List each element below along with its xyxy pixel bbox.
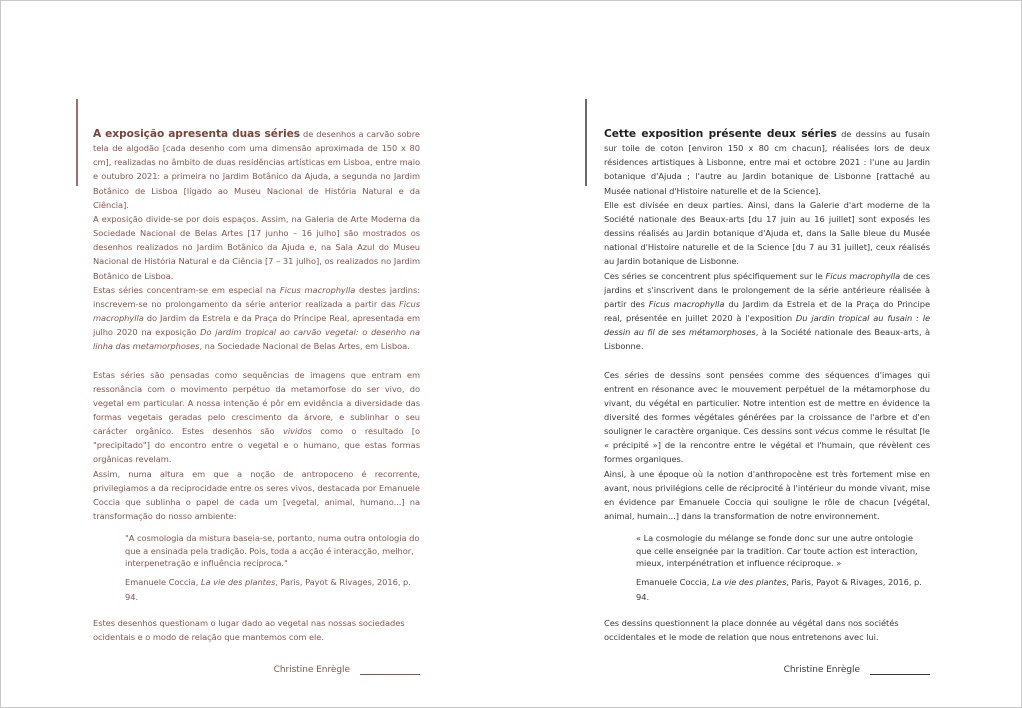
paragraph-sequences: [93, 368, 420, 467]
paragraph-intro: [93, 127, 420, 212]
text-column: [604, 127, 930, 677]
text: do Jardim da Estrela e da Praça do Príncipe Real, apresentada em julho 2020 na exposição: [93, 313, 420, 338]
text: de ces jardins et s'inscrivent dans le prolongement de la série antérieure réalisée à partir des: [604, 270, 930, 309]
paragraph-anthropocene: Ainsi, à une époque où la notion d'anthropocène est très fortement mise en avant, nous privilégions celle de réciprocité à l'intérieur du monde vivant, mise en évidence par Emanuele Coccia qui souligne le rôle de chacun [végétal, animal, humain...] dans la transformation de notre environnement.: [604, 468, 930, 522]
text: Ces séries de dessins sont pensées comme des séquences d'images qui entrent en résonance avec le mouvement perpétuel de la métamorphose du vivant, du végétal en particulier. Notre intention est de mettre en évidence la diversité des formes végétales générées par la croissance de l'arbre et d'en souligner le caractère organique. Ces dessins sont: [604, 369, 930, 437]
text: , na Sociedade Nacional de Belas Artes, em Lisboa.: [199, 341, 410, 352]
lead-heading: A exposição apresenta duas séries: [93, 128, 301, 140]
blockquote: « La cosmologie du mélange se fonde donc sur une autre ontologie que celle enseignée par la tradition. Car toute action est interaction, mieux, interpénétration et influence réciproque. »: [636, 533, 918, 569]
paragraph-ficus: [604, 269, 930, 354]
book-title: La vie des plantes: [200, 577, 276, 588]
paragraph-sequences: [604, 368, 930, 467]
paragraph-spaces: Elle est divisée en deux parties. Ainsi, dans la Galerie d'art moderne de la Société nationale des Beaux-arts [du 17 juin au 16 juillet] sont exposés les dessins réalisés au Jardin botanique d'Ajuda et, dans la Salle bleue du Musée national d'Histoire naturelle et de la Science [du 7 au 31 juillet], ceux réalisés au Jardin botanique de Lisbonne.: [604, 199, 930, 267]
signature: Christine Enrègle: [783, 665, 860, 676]
intro-text: de dessins au fusain sur toile de coton [environ 150 x 80 cm chacun], réalisées lors de deux résidences artistiques à Lisbonne, entre mai et octobre 2021 : l'une au Jardin botanique d'Ajuda ; l'autre au Jardin botanique de Lisbonne [rattaché au Musée national d'Histoire naturelle et de la Science].: [604, 129, 930, 196]
publication-info: , Paris, Payot & Rivages, 2016, p. 94.: [636, 577, 922, 602]
page-french: [511, 0, 1022, 708]
text: , à la Société nationale des Beaux-arts, à Lisbonne.: [604, 327, 931, 352]
text: Estas séries são pensadas como sequências de imagens que entram em ressonância com o movimento perpétuo da metamorfose do ser vivo, do vegetal em particular. A nossa intenção é pôr em evidência a diversidade das formas vegetais geradas pelo crescimento da árvore, e sublinhar o seu carácter orgânico. Estes desenhos são: [93, 369, 420, 437]
publication-info: , Paris, Payot & Rivages, 2016, p. 94.: [125, 577, 411, 602]
citation: [125, 575, 420, 603]
accent-bar: [76, 99, 78, 186]
exhibition-title: Do jardim tropical ao carvão vegetal: o desenho na linha das metamorphoses: [93, 327, 420, 352]
citation: [636, 575, 930, 603]
paragraph-closing: Estes desenhos questionam o lugar dado ao vegetal nas nossas sociedades ocidentais e o modo de relação que mantemos com ele.: [93, 617, 405, 642]
intro-text: de desenhos a carvão sobre tela de algodão [cada desenho com uma dimensão aproximada de 150 x 80 cm], realizadas no âmbito de duas residências artísticas em Lisboa, entre maio e outubro 2021: a primeira no Jardim Botânico da Ajuda, a segunda no Jardim Botânico de Lisboa [ligado ao Museu Nacional de História Natural e da Ciência].: [93, 129, 420, 210]
signature-line: [870, 674, 930, 675]
text: Ces séries se concentrent plus spécifiquement sur le: [604, 270, 826, 281]
signature: Christine Enrègle: [273, 665, 350, 676]
paragraph-anthropocene: Assim, numa altura em que a noção de antropoceno é recorrente, privilegiamos a da reciprocidade entre os seres vivos, destacada por Emanuele Coccia que sublinha o papel de cada um [vegetal, animal, humano...] na transformação do nosso ambiente:: [93, 468, 420, 522]
book-title: La vie des plantes: [711, 577, 787, 588]
emphasis: vividos: [283, 426, 312, 437]
species-name: Ficus macrophylla: [825, 270, 901, 281]
signature-block: [604, 663, 930, 677]
author: Emanuele Coccia,: [125, 577, 201, 588]
blockquote: "A cosmologia da mistura baseia-se, portanto, numa outra ontologia do que a ensinada pela tradição. Pois, toda a acção é interacção, melhor, interpenetração e influência recíproca.": [125, 533, 420, 569]
text: Estas séries concentram-se em especial na: [93, 284, 280, 295]
paragraph-ficus: [93, 283, 420, 354]
text: como o resultado [o "precipitado"] do encontro entre o vegetal e o humano, que estas formas orgânicas revelam.: [93, 426, 420, 465]
accent-bar: [585, 99, 587, 186]
lead-heading: Cette exposition présente deux séries: [604, 128, 837, 140]
text: du Jardim da Estrela et de la Praça do Principe real, présentée en juillet 2020 à l'exposition: [604, 298, 931, 324]
paragraph-intro: [604, 127, 930, 198]
emphasis: vécus: [815, 426, 839, 437]
text: destes jardins: inscrevem-se no prolongamento da série anterior realizada a partir das: [93, 284, 420, 309]
paragraph-spaces: A exposição divide-se por dois espaços. Assim, na Galeria de Arte Moderna da Sociedade Nacional de Belas Artes [17 junho – 16 julho] são mostrados os desenhos realizados no Jardim Botânico da Ajuda e, na Sala Azul do Museu Nacional de História Natural e da Ciência [7 – 31 julho], os realizados no Jardim Botânico de Lisboa.: [93, 213, 420, 281]
exhibition-title: Du jardin tropical au fusain : le dessin au fil de ses métamorphoses: [604, 313, 930, 338]
text-column: [93, 127, 420, 677]
species-name: Ficus macrophylla: [93, 298, 420, 324]
text: comme le résultat [le « précipité »] de la rencontre entre le végétal et l'humain, que révèlent ces formes organiques.: [604, 426, 930, 465]
paragraph-closing: Ces dessins questionnent la place donnée au végétal dans nos sociétés occidentales et le mode de relation que nous entretenons avec lui.: [604, 617, 899, 642]
species-name: Ficus macrophylla: [648, 298, 725, 309]
species-name: Ficus macrophylla: [279, 284, 356, 295]
signature-line: [360, 674, 420, 675]
author: Emanuele Coccia,: [636, 577, 712, 588]
signature-block: [93, 663, 420, 677]
